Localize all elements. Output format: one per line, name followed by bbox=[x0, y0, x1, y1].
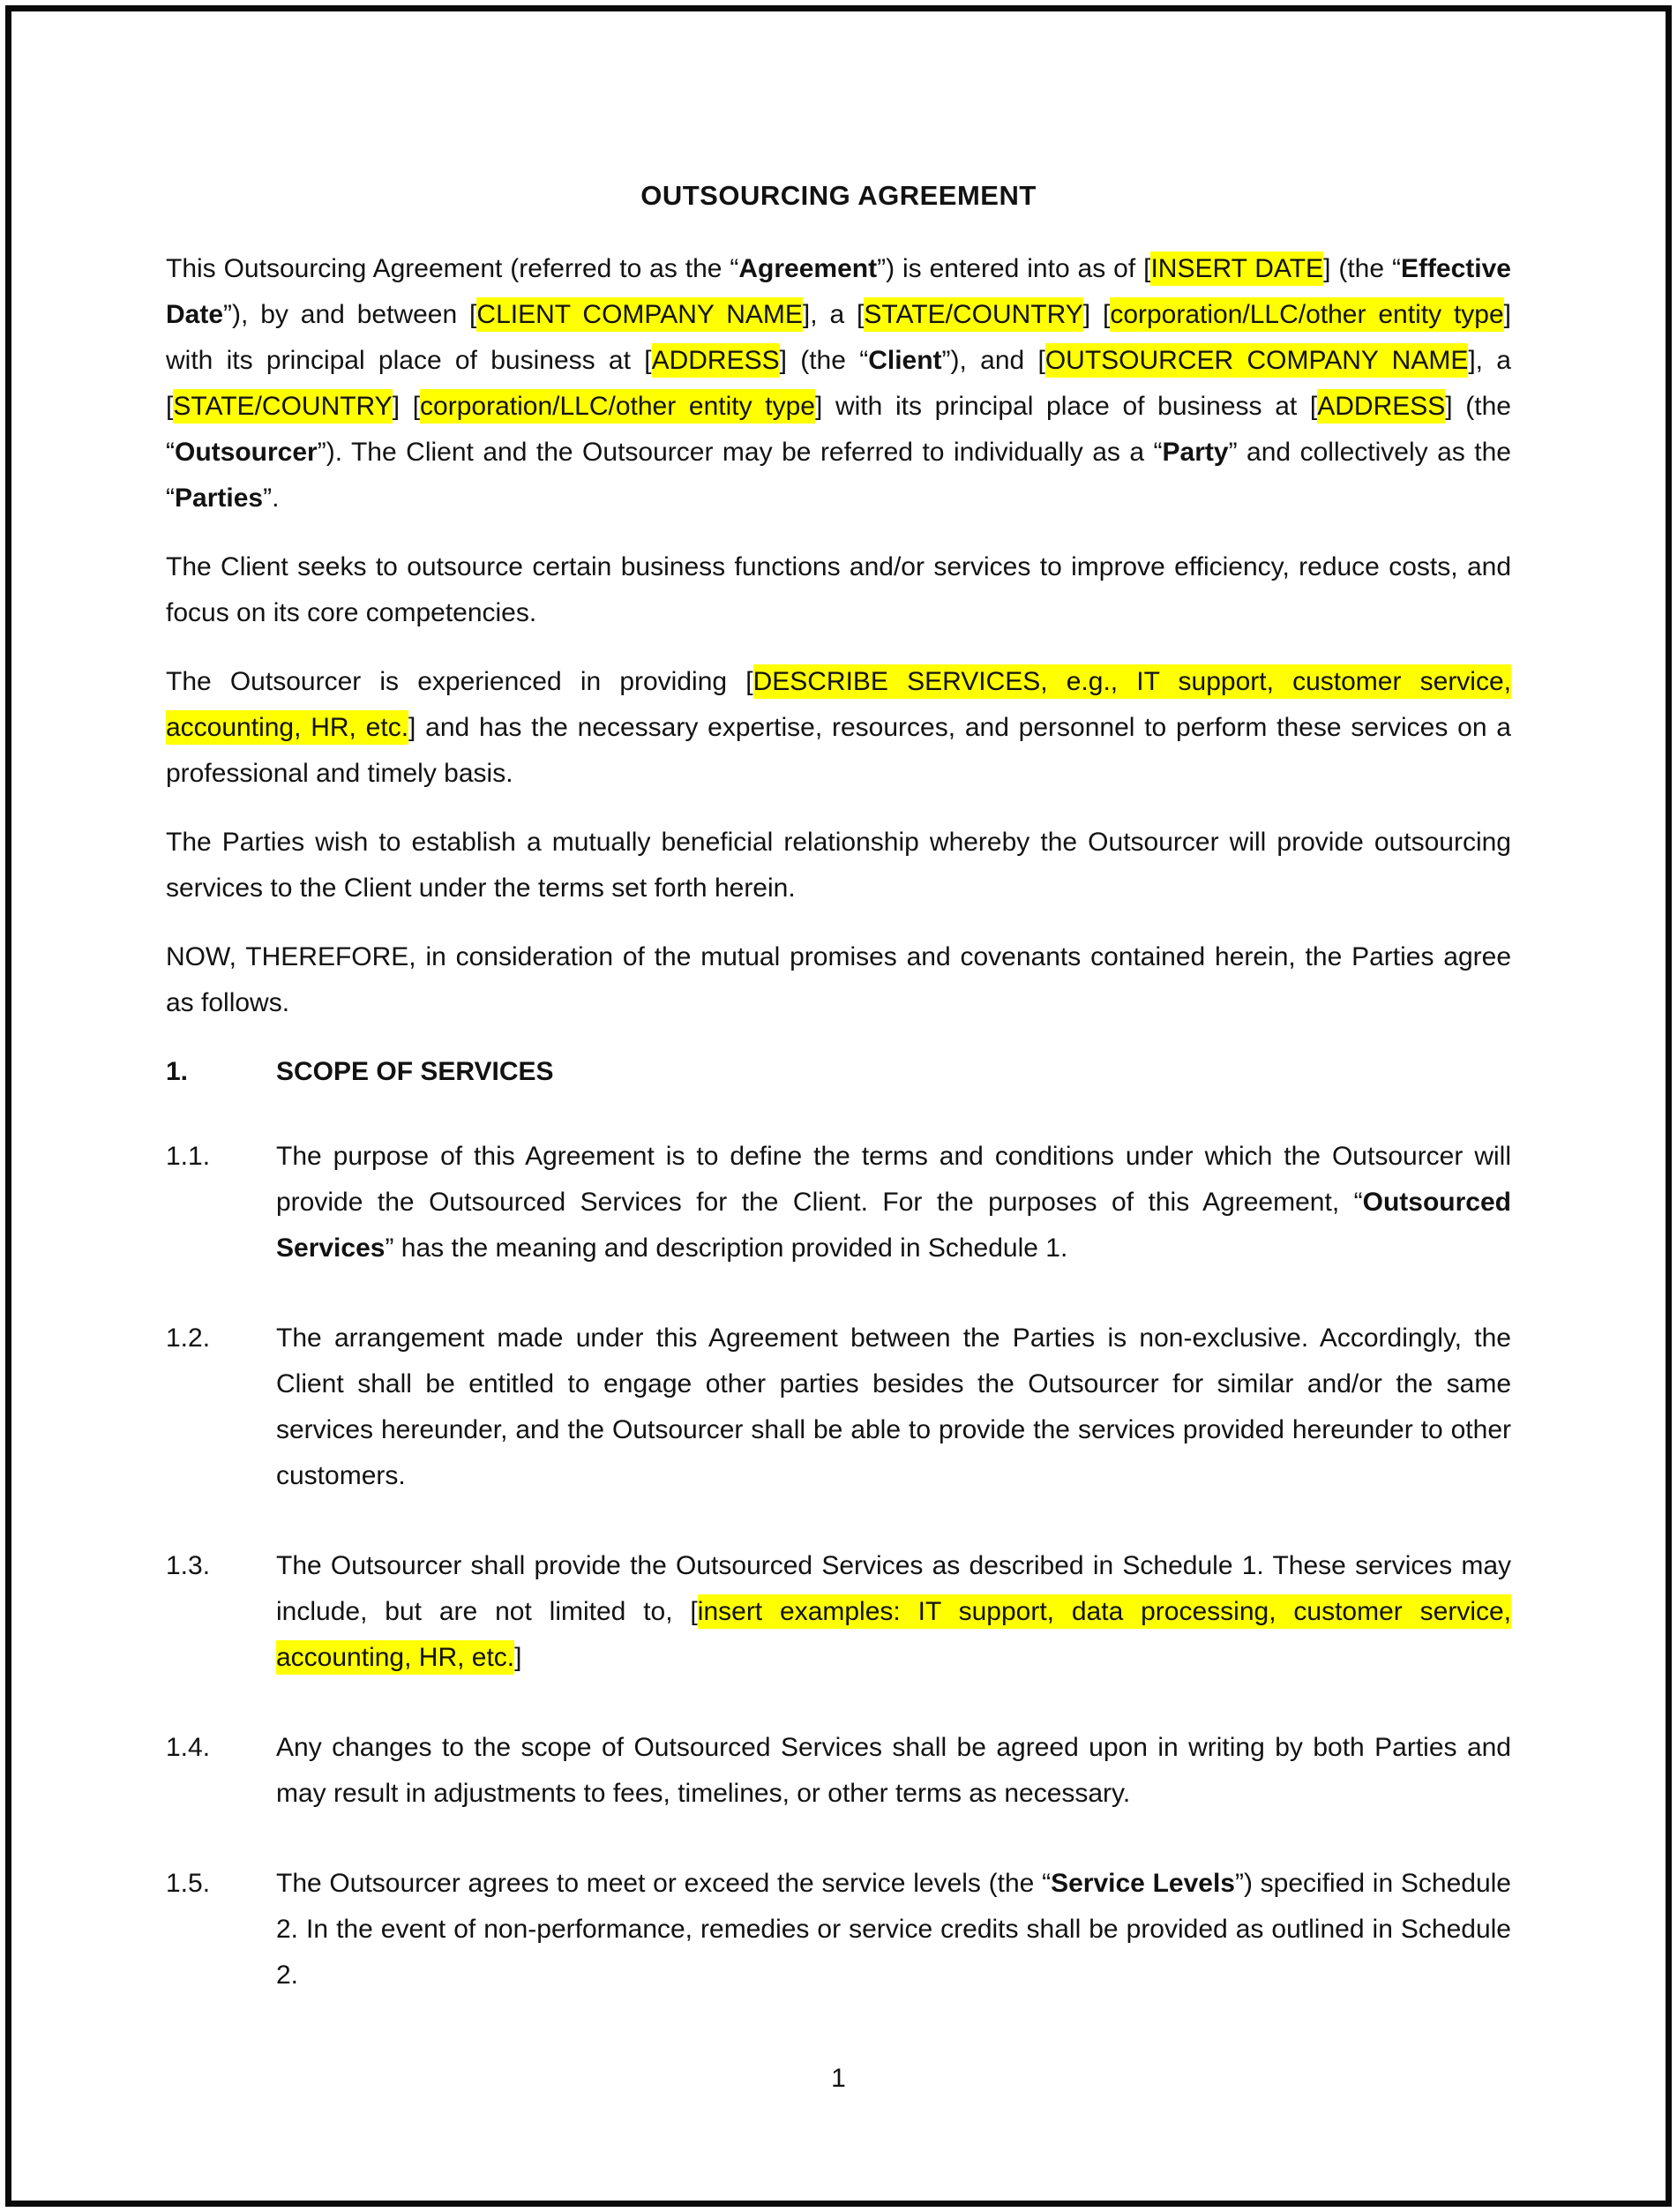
clause-1-4 bbox=[166, 1725, 1511, 1817]
text-run: ] with its principal place of business at [ bbox=[814, 392, 1318, 421]
clause-1-4-text bbox=[276, 1725, 1511, 1817]
placeholder-highlight: corporation/LLC/other entity type bbox=[420, 389, 815, 424]
clause-1-2-text bbox=[276, 1316, 1511, 1499]
section-number: 1. bbox=[166, 1057, 189, 1086]
defined-term: Effective Date bbox=[166, 254, 1511, 329]
placeholder-highlight: ADDRESS bbox=[1317, 389, 1445, 424]
defined-term: Outsourcer bbox=[175, 438, 318, 467]
placeholder-highlight: CLIENT COMPANY NAME bbox=[476, 297, 803, 332]
placeholder-highlight: ADDRESS bbox=[652, 343, 780, 378]
text-run: The Parties wish to establish a mutually beneficial relationship whereby the Outsourcer will provide outsourcing services to the Client under the terms set forth herein. bbox=[166, 828, 1511, 903]
intro-paragraph-1 bbox=[166, 246, 1511, 521]
clause-1-4-number: 1.4. bbox=[166, 1733, 211, 1762]
text-run: ] [ bbox=[392, 392, 421, 421]
text-run: ” has the meaning and description provided in Schedule 1. bbox=[385, 1233, 1068, 1263]
placeholder-highlight: STATE/COUNTRY bbox=[864, 297, 1082, 332]
text-run: The Outsourcer agrees to meet or exceed the service levels (the “ bbox=[276, 1869, 1052, 1898]
defined-term: Agreement bbox=[738, 254, 878, 283]
text-run: Any changes to the scope of Outsourced Services shall be agreed upon in writing by both Parties and may result in adjustments to fees, timelines, or other terms as necessary. bbox=[276, 1733, 1511, 1808]
text-run: ”) specified in Schedule 2. In the event of non-performance, remedies or service credits shall be provided as outlined in Schedule 2. bbox=[276, 1869, 1511, 1990]
defined-term: Party bbox=[1162, 438, 1229, 467]
text-run: ”). The Client and the Outsourcer may be referred to individually as a “ bbox=[317, 438, 1163, 467]
document-title: OUTSOURCING AGREEMENT bbox=[640, 180, 1037, 211]
clause-1-1 bbox=[166, 1134, 1511, 1271]
clause-1-5 bbox=[166, 1861, 1511, 1998]
text-run: The Outsourcer is experienced in providing [ bbox=[166, 667, 753, 696]
text-run: ] and has the necessary expertise, resources, and personnel to perform these services on a professional and timely basis. bbox=[166, 713, 1511, 788]
text-run: ] (the “ bbox=[1323, 254, 1401, 283]
text-run: This Outsourcing Agreement (referred to as the “ bbox=[166, 254, 739, 283]
section-title: SCOPE OF SERVICES bbox=[276, 1057, 554, 1086]
placeholder-highlight: OUTSOURCER COMPANY NAME bbox=[1045, 343, 1469, 378]
clause-1-3 bbox=[166, 1543, 1511, 1681]
text-run: ] (the “ bbox=[779, 346, 869, 375]
intro-paragraph-2 bbox=[166, 544, 1511, 636]
text-run: ] [ bbox=[1082, 300, 1111, 329]
clause-1-2 bbox=[166, 1316, 1511, 1499]
section-1-heading bbox=[166, 1049, 1511, 1095]
defined-term: Client bbox=[868, 346, 942, 375]
text-run: The arrangement made under this Agreement between the Parties is non-exclusive. Accordingly, the Client shall be entitled to engage other parties besides the Outsourcer for similar and/or the same services hereunder, and the Outsourcer shall be able to provide the services provided hereunder to other customers. bbox=[276, 1323, 1511, 1490]
text-run: ] (the “ bbox=[166, 392, 1511, 467]
text-run: The Client seeks to outsource certain business functions and/or services to improve efficiency, reduce costs, and focus on its core competencies. bbox=[166, 552, 1511, 627]
placeholder-highlight: insert examples: IT support, data processing, customer service, accounting, HR, etc. bbox=[276, 1594, 1511, 1675]
clause-1-2-number: 1.2. bbox=[166, 1323, 211, 1353]
placeholder-highlight: STATE/COUNTRY bbox=[173, 389, 392, 424]
defined-term: Service Levels bbox=[1051, 1869, 1235, 1898]
text-run: ], a [ bbox=[166, 346, 1511, 421]
clause-1-1-text bbox=[276, 1134, 1511, 1271]
text-run: ] with its principal place of business at [ bbox=[166, 300, 1512, 375]
defined-term: Outsourced Services bbox=[276, 1188, 1511, 1263]
text-run: ”) is entered into as of [ bbox=[877, 254, 1151, 283]
defined-term: Parties bbox=[175, 484, 264, 513]
placeholder-highlight: DESCRIBE SERVICES, e.g., IT support, customer service, accounting, HR, etc. bbox=[166, 664, 1511, 745]
intro-paragraph-5 bbox=[166, 934, 1511, 1026]
text-run: NOW, THEREFORE, in consideration of the mutual promises and covenants contained herein, the Parties agree as follows. bbox=[166, 942, 1511, 1017]
text-run: ”), by and between [ bbox=[223, 300, 477, 329]
text-run: ” and collectively as the “ bbox=[166, 438, 1511, 513]
page-number: 1 bbox=[831, 2064, 846, 2093]
clause-1-3-text bbox=[276, 1543, 1511, 1681]
clause-1-1-number: 1.1. bbox=[166, 1142, 211, 1171]
text-run: ], a [ bbox=[802, 300, 865, 329]
text-run: The Outsourcer shall provide the Outsourced Services as described in Schedule 1. These services may include, but are not limited to, [ bbox=[276, 1551, 1511, 1626]
text-run: The purpose of this Agreement is to define the terms and conditions under which the Outsourcer will provide the Outsourced Services for the Client. For the purposes of this Agreement, “ bbox=[276, 1142, 1511, 1217]
intro-paragraph-3 bbox=[166, 659, 1511, 797]
intro-paragraph-4 bbox=[166, 820, 1511, 911]
clause-1-5-number: 1.5. bbox=[166, 1869, 211, 1898]
clause-1-5-text bbox=[276, 1861, 1511, 1998]
placeholder-highlight: INSERT DATE bbox=[1150, 251, 1323, 286]
clause-1-3-number: 1.3. bbox=[166, 1551, 211, 1580]
text-run: ”), and [ bbox=[941, 346, 1045, 375]
placeholder-highlight: corporation/LLC/other entity type bbox=[1110, 297, 1503, 332]
text-run: ] bbox=[514, 1643, 522, 1672]
text-run: ”. bbox=[263, 484, 280, 513]
